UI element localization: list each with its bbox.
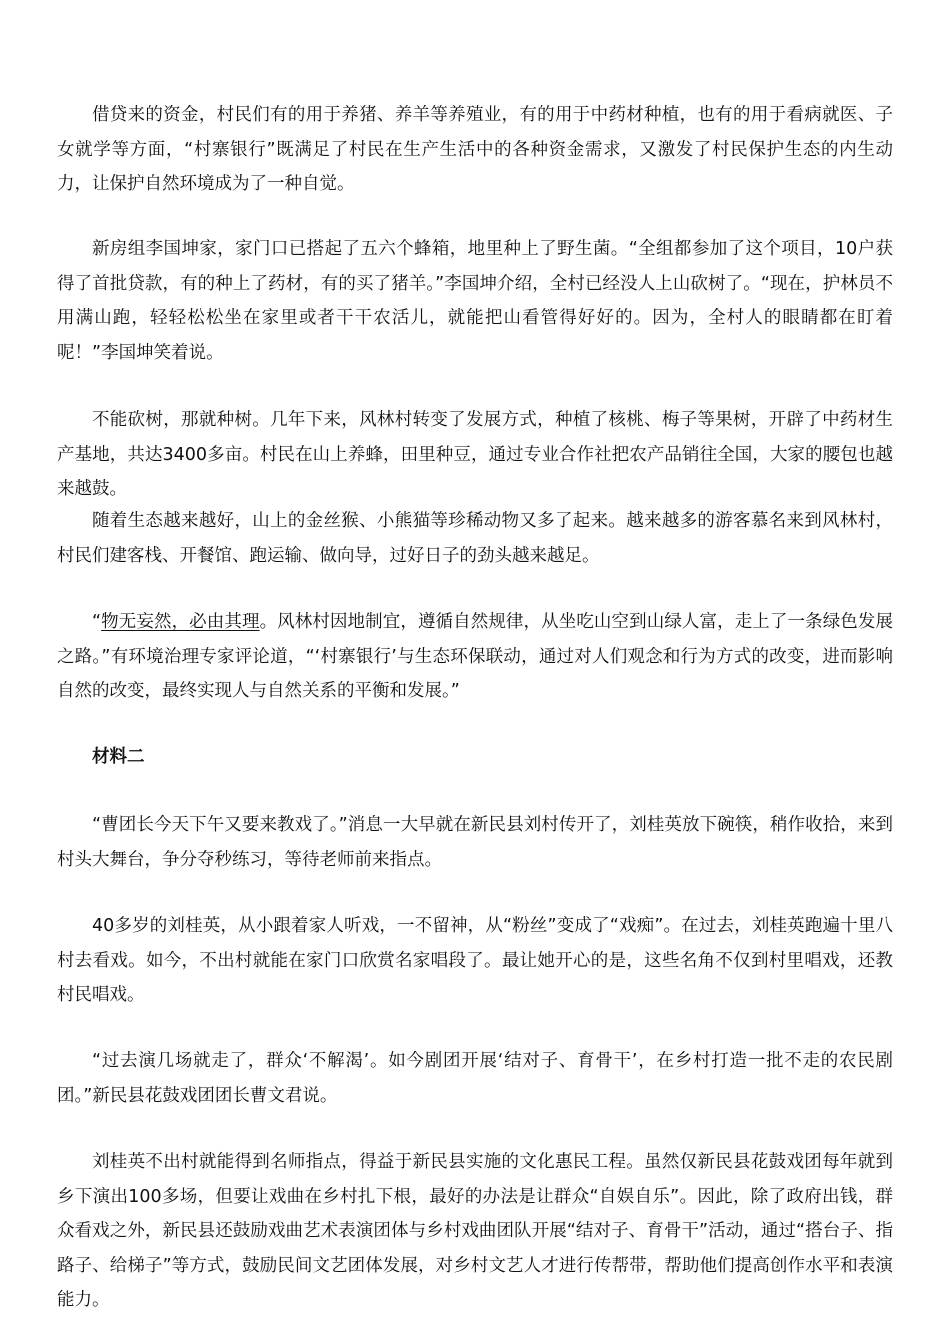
paragraph-expert-comment-rest: 。风林村因地制宜，遵循自然规律，从坐吃山空到山绿人富，走上了一条绿色发展之路。”有环境治理专家评论道，“‘村寨银行’与生态环保联动，通过对人们观念和行为方式的改变，进而影响自然的改变，最终实现人与自然关系的平衡和发展。” [57, 612, 893, 701]
paragraph-plant-trees: 不能砍树，那就种树。几年下来，风林村转变了发展方式，种植了核桃、梅子等果树，开辟了中药材生产基地，共达3400多亩。村民在山上养蜂，田里种豆，通过专业合作社把农产品销往全国，大家的腰包也越来越鼓。 [57, 410, 893, 499]
paragraph-cao-coming: “曹团长今天下午又要来教戏了。”消息一大早就在新民县刘村传开了，刘桂英放下碗筷，稍作收拾，来到村头大舞台，争分夺秒练习，等待老师前来指点。 [57, 815, 893, 870]
paragraph-li-guokun: 新房组李国坤家，家门口已搭起了五六个蜂箱，地里种上了野生菌。“全组都参加了这个项目，10户获得了首批贷款，有的种上了药材，有的买了猪羊。”李国坤介绍，全村已经没人上山砍树了。“现在，护林员不用满山跑，轻轻松松坐在家里或者干干农活儿，就能把山看管得好好的。因为，全村人的眼睛都在盯着呢！”李国坤笑着说。 [57, 239, 893, 363]
paragraph-expert-comment [57, 605, 893, 709]
paragraph-liu-guiying: 40多岁的刘桂英，从小跟着家人听戏，一不留神，从“粉丝”变成了“戏痴”。在过去，刘桂英跑遍十里八村去看戏。如今，不出村就能在家门口欣赏名家唱段了。最让她开心的是，这些名角不仅到村里唱戏，还教村民唱戏。 [57, 916, 893, 1005]
underlined-phrase: 物无妄然，必由其理 [101, 612, 260, 632]
paragraph-culture-project: 刘桂英不出村就能得到名师指点，得益于新民县实施的文化惠民工程。虽然仅新民县花鼓戏团每年就到乡下演出100多场，但要让戏曲在乡村扎下根，最好的办法是让群众“自娱自乐”。因此，除了政府出钱，群众看戏之外，新民县还鼓励戏曲艺术表演团体与乡村戏曲团队开展“结对子、育骨干”活动，通过“搭台子、指路子、给梯子”等方式，鼓励民间文艺团体发展，对乡村文艺人才进行传帮带，帮助他们提高创作水平和表演能力。 [57, 1152, 893, 1310]
quote-open: “ [92, 612, 102, 632]
paragraph-cao-quote: “过去演几场就走了，群众‘不解渴’。如今剧团开展‘结对子、育骨干’，在乡村打造一批不走的农民剧团。”新民县花鼓戏团团长曹文君说。 [57, 1051, 893, 1106]
paragraph-loan-usage: 借贷来的资金，村民们有的用于养猪、养羊等养殖业，有的用于中药材种植，也有的用于看病就医、子女就学等方面，“村寨银行”既满足了村民在生产生活中的各种资金需求，又激发了村民保护生态的内生动力，让保护自然环境成为了一种自觉。 [57, 105, 893, 194]
section-heading: 材料二 [92, 747, 145, 767]
paragraph-ecology-better: 随着生态越来越好，山上的金丝猴、小熊猫等珍稀动物又多了起来。越来越多的游客慕名来到风林村，村民们建客栈、开餐馆、跑运输、做向导，过好日子的劲头越来越足。 [57, 511, 893, 566]
